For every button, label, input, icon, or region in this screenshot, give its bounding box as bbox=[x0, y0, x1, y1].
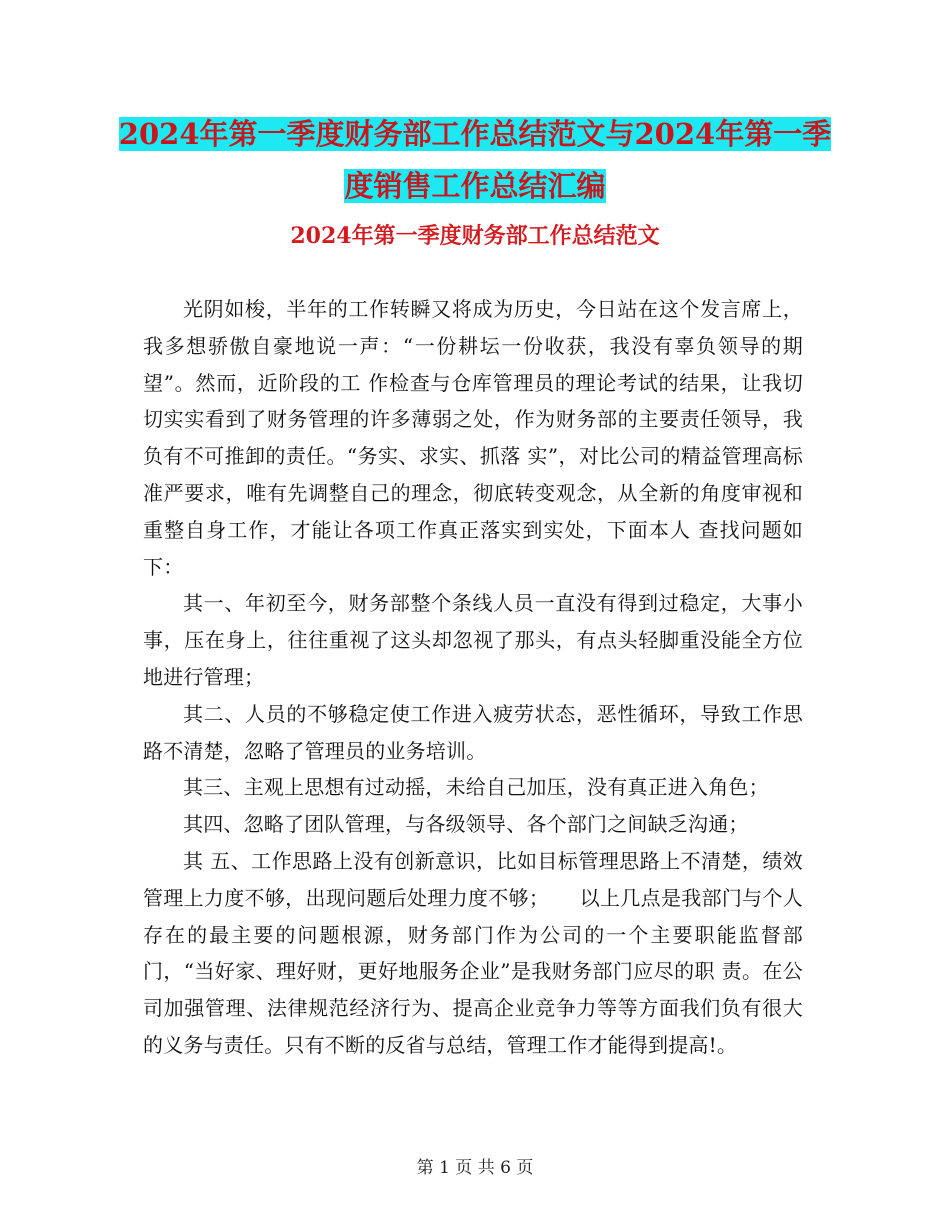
paragraph-point-2: 其二、人员的不够稳定使工作进入疲劳状态，恶性循环，导致工作思路不清楚，忽略了管理员的业务培训。 bbox=[143, 701, 803, 763]
paragraph-intro: 光阴如梭，半年的工作转瞬又将成为历史，今日站在这个发言席上，我多想骄傲自豪地说一声：“一份耕坛一份收获，我没有辜负领导的期望”。然而，近阶段的工 作检查与仓库管理员的理论考试的结果，让我切切实实看到了财务管理的许多薄弱之处，作为财务部的主要责任领导，我负有不可推卸的责任。“务实、求实、抓落 实”，对比公司的精益管理高标准严要求，唯有先调整自己的理念，彻底转变观念，从全新的角度审视和重整自身工作，才能让各项工作真正落实到实处，下面本人 查找问题如下： bbox=[143, 297, 803, 579]
paragraph-point-4: 其四、忽略了团队管理，与各级领导、各个部门之间缺乏沟通； bbox=[183, 812, 749, 837]
section-title: 2024年第一季度财务部工作总结范文 bbox=[290, 223, 660, 249]
paragraph-point-5: 其 五、工作思路上没有创新意识，比如目标管理思路上不清楚，绩效管理上力度不够，出现问题后处理力度不够； 以上几点是我部门与个人存在的最主要的问题根源，财务部门作为公司的一个主要职能监督部门，“当好家、理好财，更好地服务企业”是我财务部门应尽的职 责。在公司加强管理、法律规范经济行为、提高企业竞争力等等方面我们负有很大的义务与责任。只有不断的反省与总结，管理工作才能得到提高!。 bbox=[143, 848, 803, 1057]
document-title bbox=[0, 108, 950, 212]
body-text bbox=[143, 291, 803, 1064]
paragraph-point-3: 其三、主观上思想有过动摇，未给自己加压，没有真正进入角色； bbox=[183, 775, 769, 800]
document-title-line1: 2024年第一季度财务部工作总结范文与2024年第一季 bbox=[118, 117, 832, 151]
page-footer: 第 1 页 共 6 页 bbox=[416, 1158, 534, 1178]
document-title-line2: 度销售工作总结汇编 bbox=[344, 169, 606, 203]
paragraph-point-1: 其一、年初至今，财务部整个条线人员一直没有得到过稳定，大事小事，压在身上，往往重视了这头却忽视了那头，有点头轻脚重没能全方位地进行管理； bbox=[143, 591, 803, 689]
